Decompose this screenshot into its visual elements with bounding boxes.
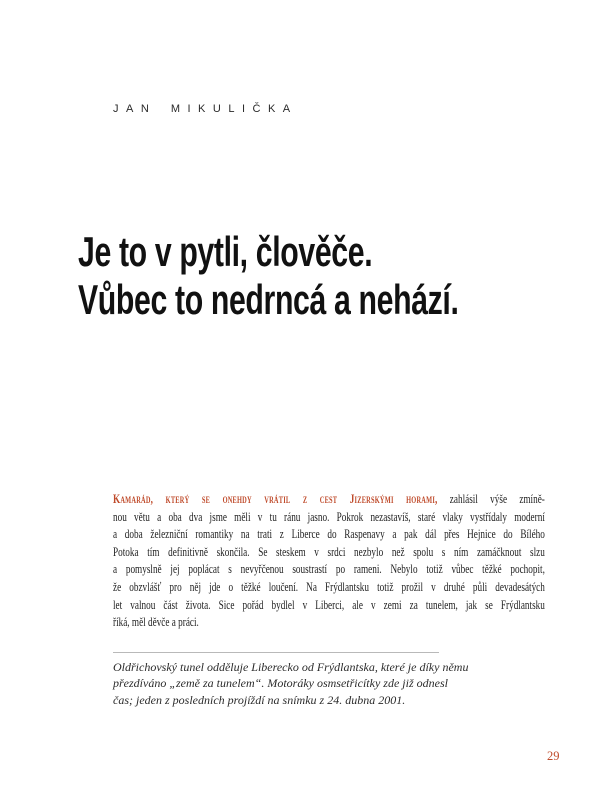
author-name: JAN MIKULIČKA [113,103,298,115]
body-line-8: říká, měl děvče a práci. [113,614,199,630]
caption-line-1: Oldřichovský tunel odděluje Liberecko od Frýdlantska, které je díky němu [113,660,469,674]
headline-line-2: Vůbec to nedrncá a nehází. [78,276,459,323]
body-line-3: a doba železniční romantiky na trati z Liberce do Raspenavy a pak dál přes Hejnice do Bílého [113,526,545,542]
body-line-7: let valnou část života. Sice pořád bydlel v Liberci, ale v zemi za tunelem, jak se Frýdlantsku [113,596,545,612]
headline-line-1: Je to v pytli, člověče. [78,228,373,275]
article-headline [78,228,496,324]
body-line-4: Potoka tím definitivně skončila. Se steskem v srdci nezbylo než spolu s ním zamáčknout slzu [113,543,545,559]
caption-line-3: čas; jeden z posledních projíždí na snímku z 24. dubna 2001. [113,692,406,707]
caption-divider [113,652,439,653]
article-body [113,490,545,631]
photo-caption [113,659,468,708]
lead-rest: zahlásil výše zmíně- [437,491,545,506]
body-line-2: nou větu a oba dva jsme měli v tu ránu jasno. Pokrok nezastavíš, staré vlaky vystřídaly moderní [113,508,545,524]
lead-smallcaps: Kamarád, který se onehdy vrátil z cest Jizerskými horami, [113,491,438,506]
body-line-1 [113,490,545,508]
caption-line-2: přezdíváno „země za tunelem“. Motoráky osmsetřicítky zde již odnesl [113,676,448,691]
body-line-6: že obzvlášť pro něj jde o těžké loučení. Na Frýdlantsku totiž prožil v druhé půli devadesátých [113,578,545,594]
page-number: 29 [547,749,560,763]
body-line-5: a pomyslně jej poplácat s nevyřčenou soustrastí po rameni. Nebylo totiž vůbec těžké pochopit, [113,561,545,577]
